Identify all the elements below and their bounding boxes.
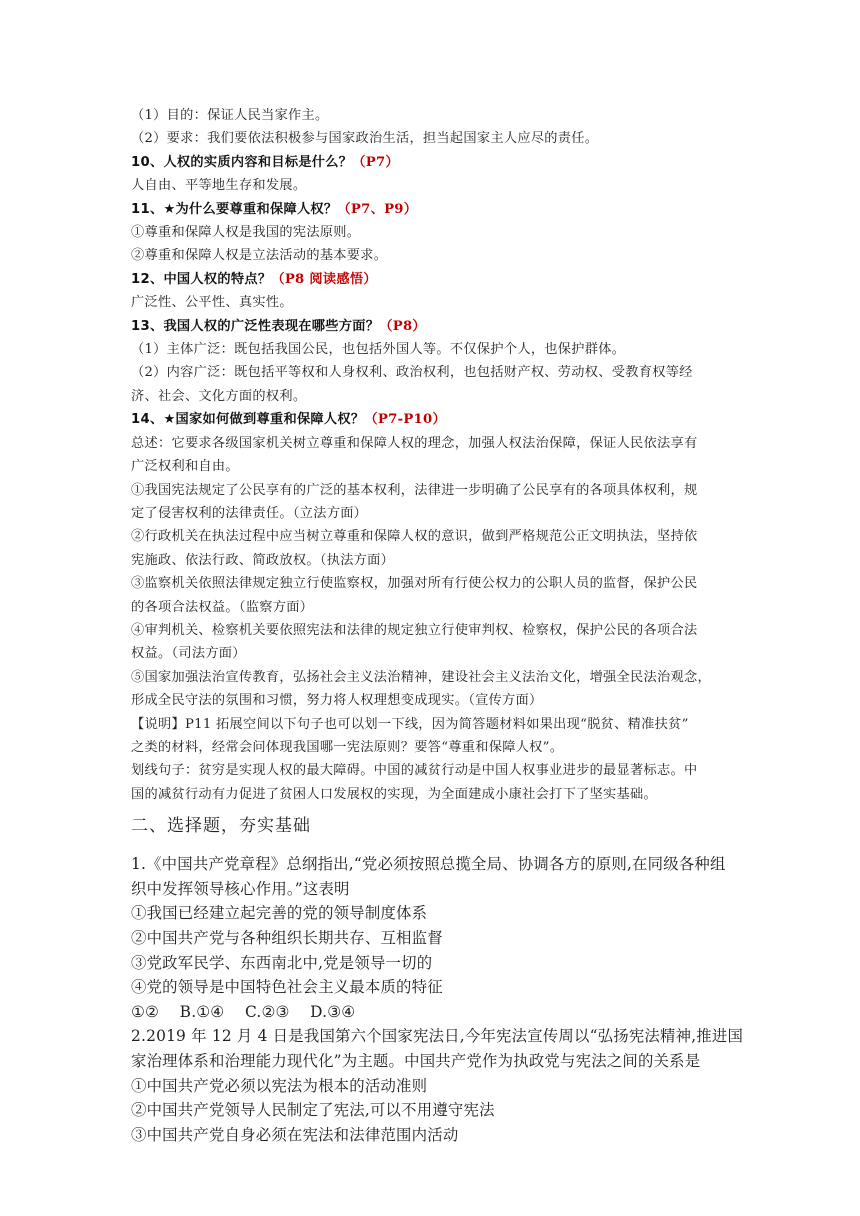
question-heading — [131, 151, 731, 174]
text-line: ③监察机关依照法律规定独立行使监察权，加强对所有行使公权力的公职人员的监督，保护公民 — [131, 576, 698, 592]
question-text: 12、中国人权的特点？ — [131, 271, 272, 287]
option-line: ①我国已经建立起完善的党的领导制度体系 — [131, 904, 428, 923]
option-line: ③党政军民学、东西南北中,党是领导一切的 — [131, 953, 433, 972]
text-line: 总述：它要求各级国家机关树立尊重和保障人权的理念，加强人权法治保障，保证人民依法享有 — [131, 435, 698, 451]
text-line: 宪施政、依法行政、简政放权。（执法方面） — [131, 552, 395, 568]
text-line: 广泛性、公平性、真实性。 — [131, 295, 293, 311]
question-line: 1.《中国共产党章程》总纲指出,“党必须按照总揽全局、协调各方的原则,在同级各种组 — [131, 855, 726, 874]
option-line: ②中国共产党与各种组织长期共存、互相监督 — [131, 928, 443, 947]
text-line: ②尊重和保障人权是立法活动的基本要求。 — [131, 248, 388, 264]
page-reference: （P8 阅读感悟） — [271, 271, 377, 287]
option-line: ②中国共产党领导人民制定了宪法,可以不用遵守宪法 — [131, 1101, 495, 1120]
answer-choices: ①② B.①④ C.②③ D.③④ — [131, 1002, 356, 1021]
text-line: 之类的材料，经常会问体现我国哪一宪法原则？要答“尊重和保障人权”。 — [131, 739, 564, 755]
question-heading — [131, 198, 731, 221]
option-line: ③中国共产党自身必须在宪法和法律范围内活动 — [131, 1125, 459, 1144]
text-line: ④审判机关、检察机关要依照宪法和法律的规定独立行使审判权、检察权，保护公民的各项合法 — [131, 622, 698, 638]
text-line: ①尊重和保障人权是我国的宪法原则。 — [131, 225, 361, 241]
page-reference: （P7-P10） — [364, 412, 446, 428]
option-line: ①中国共产党必须以宪法为根本的活动准则 — [131, 1076, 428, 1095]
document-page — [131, 104, 744, 1147]
text-line: 广泛权利和自由。 — [131, 459, 239, 475]
question-text: 14、★国家如何做到尊重和保障人权？ — [131, 412, 365, 428]
text-line: （1）目的：保证人民当家作主。 — [131, 108, 329, 123]
text-line: 划线句子：贫穷是实现人权的最大障碍。中国的减贫行动是中国人权事业进步的最显著标志。中 — [131, 763, 698, 779]
text-line: 济、社会、文化方面的权利。 — [131, 388, 307, 404]
text-line: （2）要求：我们要依法积极参与国家政治生活，担当起国家主人应尽的责任。 — [131, 131, 599, 147]
text-line: 国的减贫行动有力促进了贫困人口发展权的实现，为全面建成小康社会打下了坚实基础。 — [131, 786, 658, 802]
question-heading — [131, 315, 731, 338]
text-line: ②行政机关在执法过程中应当树立尊重和保障人权的意识，做到严格规范公正文明执法，坚持依 — [131, 529, 698, 545]
text-line: ①我国宪法规定了公民享有的广泛的基本权利，法律进一步明确了公民享有的各项具体权利，规 — [131, 482, 698, 498]
text-line: 人自由、平等地生存和发展。 — [131, 178, 307, 194]
page-reference: （P7、P9） — [337, 201, 418, 217]
question-heading — [131, 408, 731, 431]
text-line: 权益。（司法方面） — [131, 646, 246, 662]
page-reference: （P8） — [379, 318, 426, 334]
text-line: 的各项合法权益。（监察方面） — [131, 599, 314, 615]
section-title: 二、选择题，夯实基础 — [131, 816, 311, 837]
question-text: 13、我国人权的广泛性表现在哪些方面？ — [131, 318, 380, 334]
question-heading — [131, 268, 731, 291]
text-line: （1）主体广泛：既包括我国公民，也包括外国人等。不仅保护个人，也保护群体。 — [131, 342, 626, 358]
question-text: 11、★为什么要尊重和保障人权？ — [131, 201, 338, 217]
question-text: 10、人权的实质内容和目标是什么？ — [131, 154, 353, 170]
option-line: ④党的领导是中国特色社会主义最本质的特征 — [131, 978, 443, 997]
text-line: 形成全民守法的氛围和习惯，努力将人权理想变成现实。（宣传方面） — [131, 693, 543, 709]
question-line: 织中发挥领导核心作用。”这表明 — [131, 879, 350, 898]
text-line: 定了侵害权利的法律责任。（立法方面） — [131, 505, 368, 521]
text-line: 【说明】P11 拓展空间以下句子也可以划一下线，因为简答题材料如果出现“脱贫、精准扶贫” — [131, 716, 689, 732]
text-line: ⑤国家加强法治宣传教育，弘扬社会主义法治精神，建设社会主义法治文化，增强全民法治观念， — [131, 669, 711, 685]
page-reference: （P7） — [352, 154, 399, 170]
text-line: （2）内容广泛：既包括平等权和人身权利、政治权利，也包括财产权、劳动权、受教育权等经 — [131, 365, 693, 381]
question-line: 2.2019 年 12 月 4 日是我国第六个国家宪法日,今年宪法宣传周以“弘扬宪法精神,推进国 — [131, 1027, 744, 1046]
question-line: 家治理体系和治理能力现代化”为主题。中国共产党作为执政党与宪法之间的关系是 — [131, 1051, 701, 1070]
